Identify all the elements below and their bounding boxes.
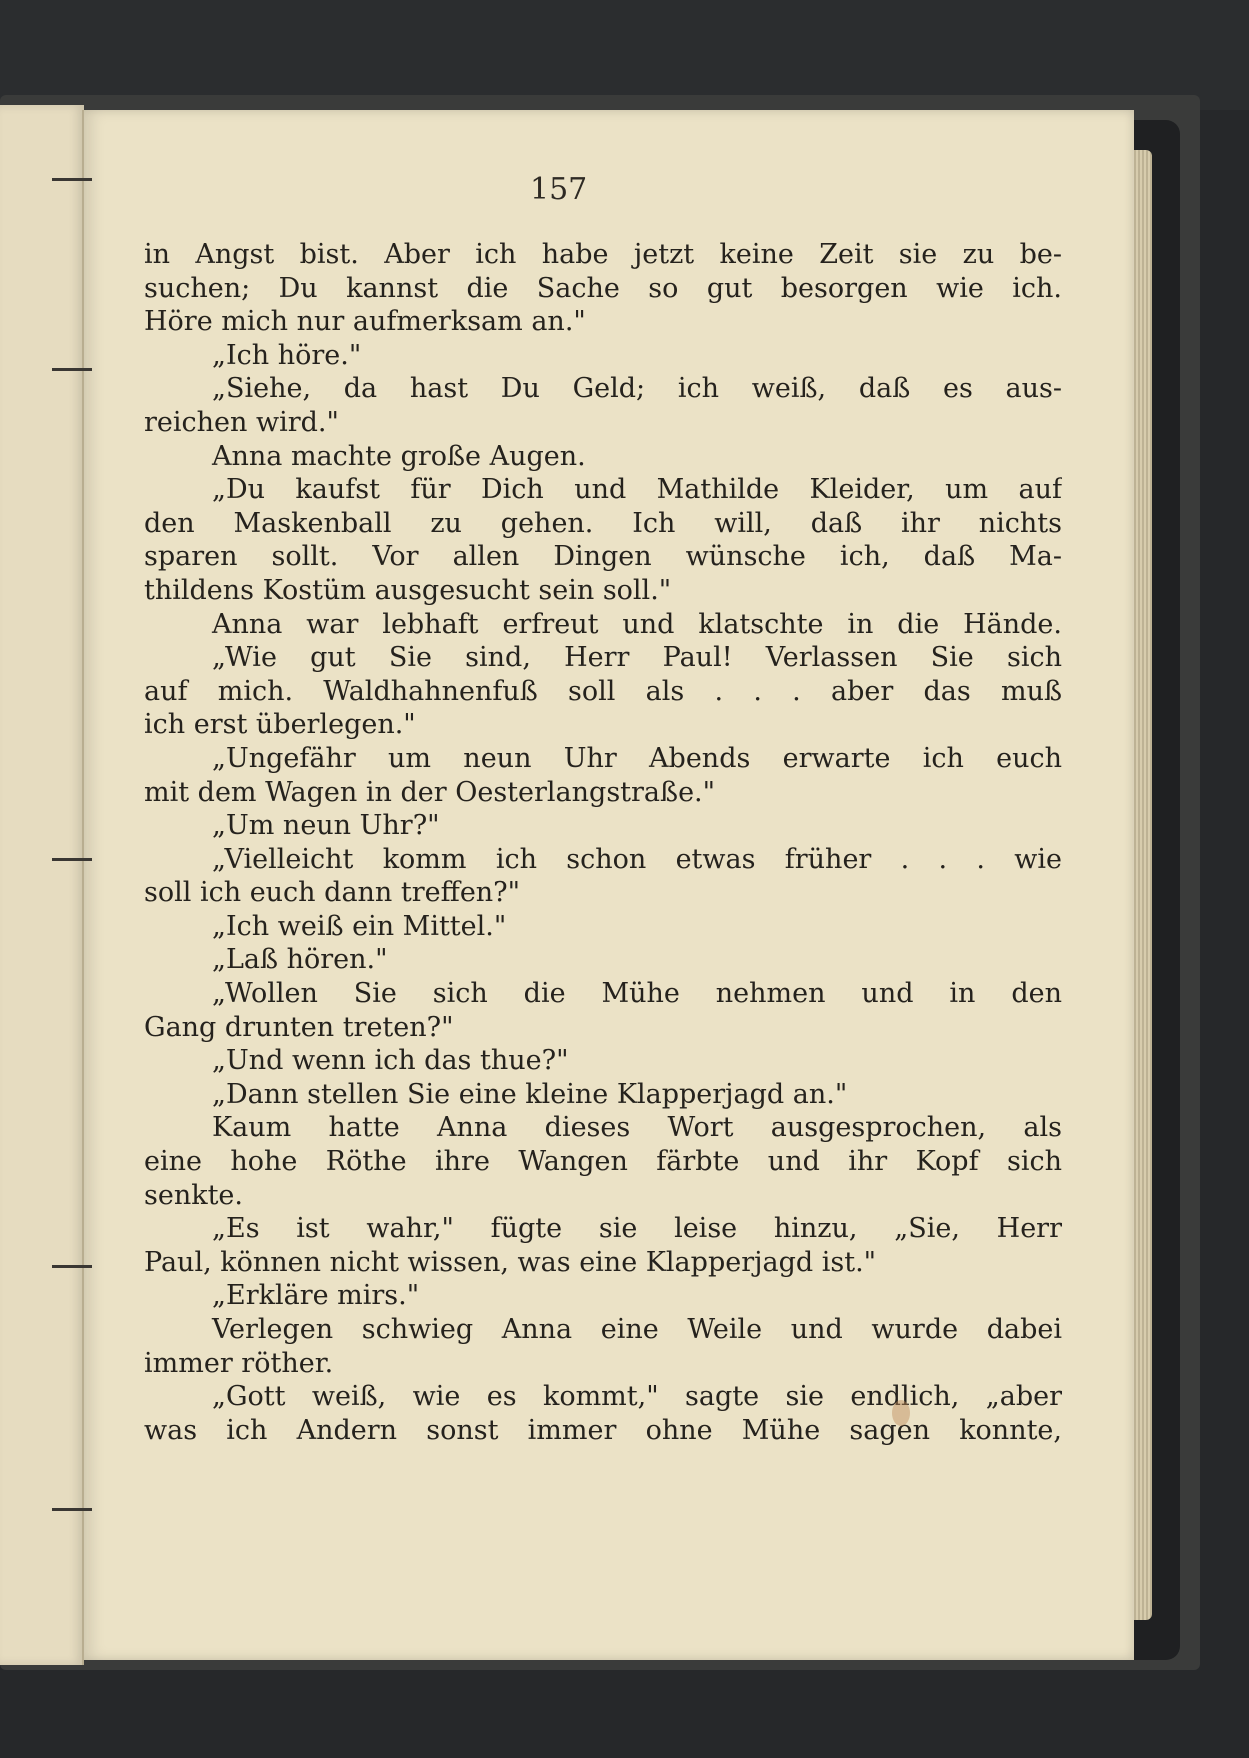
binding-thread-mark [52,1265,92,1268]
text-line: „Ich weiß ein Mittel." [212,910,507,942]
text-line: sparen sollt. Vor allen Dingen wünsche ich, daß Ma- [144,541,1062,573]
page-text [144,238,1062,1447]
background-top [0,0,1249,110]
text-line: ich erst überlegen." [144,709,416,741]
text-line: thildens Kostüm ausgesucht sein soll." [144,574,672,606]
text-line: „Wollen Sie sich die Mühe nehmen und in den [212,978,1062,1010]
text-line: „Wie gut Sie sind, Herr Paul! Verlassen Sie sich [212,642,1062,674]
page-number: 157 [530,172,588,207]
text-line: Gang drunten treten?" [144,1011,454,1043]
text-line: „Siehe, da hast Du Geld; ich weiß, daß es aus- [212,373,1062,405]
text-line: Verlegen schwieg Anna eine Weile und wurde dabei [212,1314,1062,1345]
text-line: reichen wird." [144,406,339,438]
text-line: Anna machte große Augen. [212,440,586,472]
text-line: in Angst bist. Aber ich habe jetzt keine Zeit sie zu be- [144,239,1062,270]
text-line: mit dem Wagen in der Oesterlangstraße." [144,776,716,808]
text-line: Paul, können nicht wissen, was eine Klapperjagd ist." [144,1246,877,1278]
text-line: den Maskenball zu gehen. Ich will, daß ihr nichts [144,507,1062,539]
binding-thread-mark [52,1508,92,1511]
text-line: „Ungefähr um neun Uhr Abends erwarte ich euch [212,742,1062,774]
text-line: „Ich höre." [212,339,362,371]
text-line: „Und wenn ich das thue?" [212,1045,569,1077]
text-line: eine hohe Röthe ihre Wangen färbte und ihr Kopf sich [144,1146,1062,1178]
text-line: „Um neun Uhr?" [212,810,440,842]
text-line: „Laß hören." [212,944,388,976]
text-line: „Es ist wahr," fügte sie leise hinzu, „Sie, Herr [212,1213,1062,1245]
text-line: Kaum hatte Anna dieses Wort ausgesprochen, als [212,1112,1062,1144]
text-line: was ich Andern sonst immer ohne Mühe sagen konnte, [144,1414,1062,1446]
text-line: „Vielleicht komm ich schon etwas früher . . . wie [212,843,1062,875]
text-line: „Dann stellen Sie eine kleine Klapperjagd an." [212,1078,848,1110]
text-line: auf mich. Waldhahnenfuß soll als . . . aber das muß [144,675,1062,707]
text-line: Anna war lebhaft erfreut und klatschte in die Hände. [212,608,1062,640]
text-line: suchen; Du kannst die Sache so gut besorgen wie ich. [144,272,1062,304]
book-page [84,110,1134,1660]
text-line: soll ich euch dann treffen?" [144,877,521,909]
paper-stain [892,1400,910,1426]
binding-thread-mark [52,368,92,371]
left-page-edge [0,105,84,1665]
binding-thread-mark [52,858,92,861]
text-line: „Gott weiß, wie es kommt," sagte sie endlich, „aber [212,1381,1062,1413]
binding-thread-mark [52,178,92,181]
text-line: immer röther. [144,1347,334,1379]
text-line: „Du kaufst für Dich und Mathilde Kleider, um auf [212,474,1062,506]
text-line: Höre mich nur aufmerksam an." [144,306,586,338]
text-line: „Erkläre mirs." [212,1280,420,1312]
text-line: senkte. [144,1179,243,1211]
